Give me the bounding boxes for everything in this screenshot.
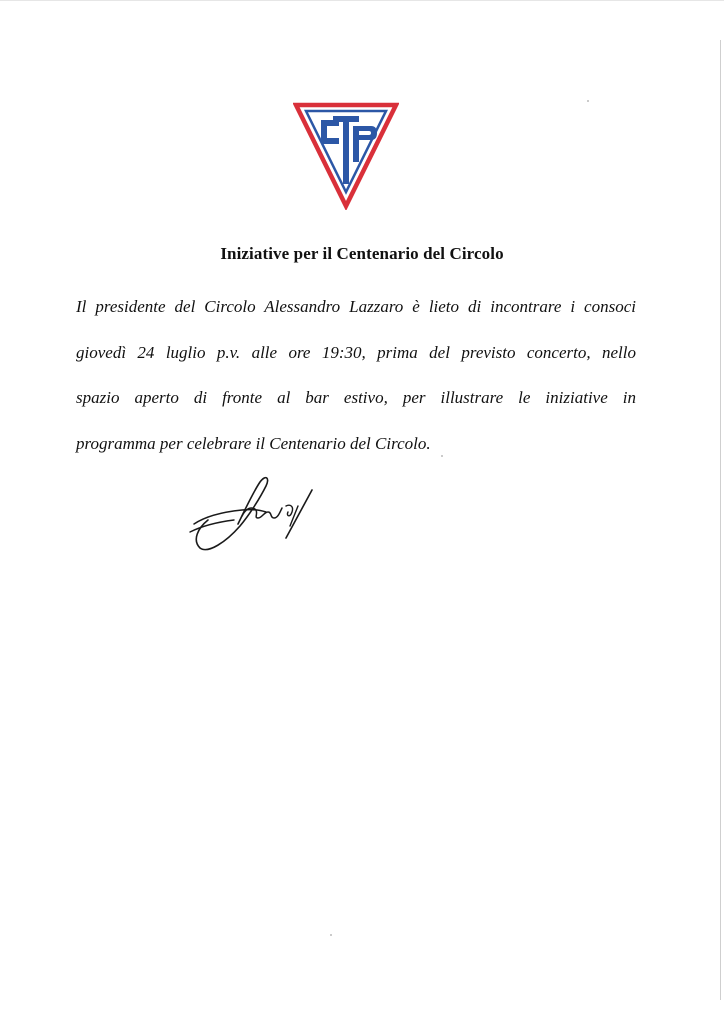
document-body [76,284,636,466]
scan-edge-right [720,40,721,1000]
ctp-club-logo-icon [293,102,399,210]
body-line-1: Il presidente del Circolo Alessandro Lazzaro è lieto di incontrare i consoci [76,297,636,316]
body-line-4: programma per celebrare il Centenario del Circolo. [76,433,431,453]
scan-speck [441,455,443,457]
document-title: Iniziative per il Centenario del Circolo [220,244,504,263]
handwritten-signature-icon [186,472,316,556]
scan-edge-top [0,0,724,1]
body-line-3: spazio aperto di fronte al bar estivo, per illustrare le iniziative in [76,388,636,407]
scan-speck [587,100,589,102]
body-line-2: giovedì 24 luglio p.v. alle ore 19:30, prima del previsto concerto, nello [76,342,636,362]
scan-speck [330,934,332,936]
